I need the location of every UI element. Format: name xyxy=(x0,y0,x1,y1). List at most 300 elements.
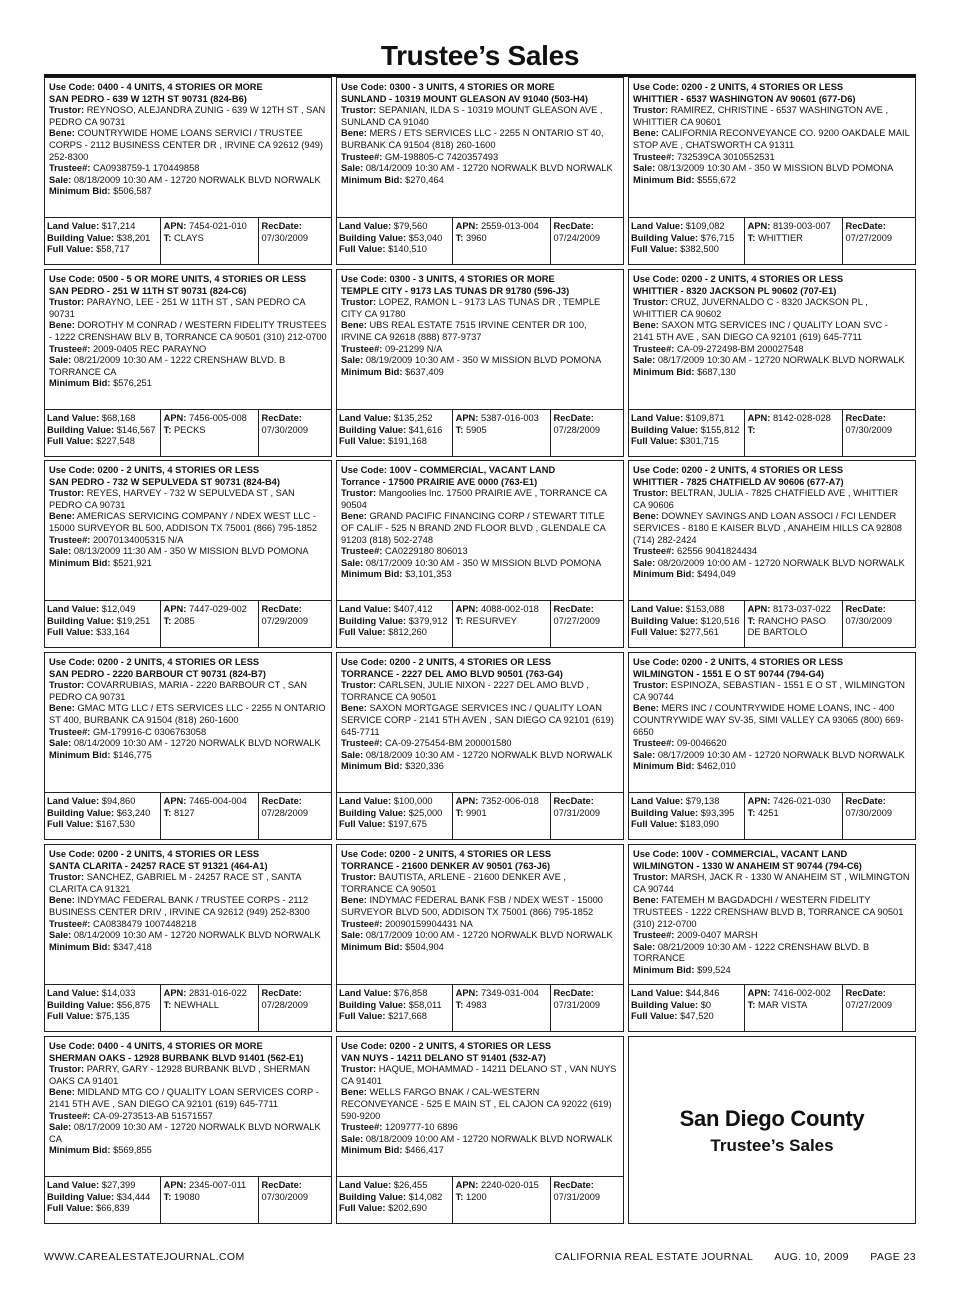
listing-card xyxy=(336,844,624,1032)
land-value xyxy=(631,604,741,616)
building-value-value: $120,516 xyxy=(700,615,740,626)
apn-label: APN: xyxy=(163,221,187,231)
rec-date xyxy=(846,604,913,627)
beneficiary-value: GRAND PACIFIC FINANCING CORP / STEWART TITLE OF CALIF - 525 N BRAND 2ND FLOOR BLVD , GLENDALE CA 91203 (818) 502-2748 xyxy=(341,511,606,545)
tract xyxy=(748,233,839,245)
beneficiary-value: GMAC MTG LLC / ETS SERVICES LLC - 2255 N ONTARIO ST 400, BURBANK CA 91504 (818) 260-1600 xyxy=(49,703,326,725)
minimum-bid-label: Minimum Bid: xyxy=(49,941,111,952)
trustor xyxy=(341,488,619,511)
apn-value: 7426-021-030 xyxy=(772,796,831,806)
recdate-cell xyxy=(551,793,624,840)
listing-card xyxy=(336,460,624,648)
apn-cell xyxy=(745,601,843,648)
land-value xyxy=(339,604,449,616)
sale-info-label: Sale: xyxy=(49,355,72,366)
tract-value: RESURVEY xyxy=(465,615,517,626)
values-cell xyxy=(336,793,453,840)
rec-date-value: 07/28/2009 xyxy=(261,807,309,818)
trustor-label: Trustor: xyxy=(49,297,85,308)
listing-card xyxy=(336,652,624,840)
listing-card xyxy=(44,269,332,457)
land-value xyxy=(47,221,157,233)
trustee-number xyxy=(341,546,619,558)
beneficiary-label: Bene: xyxy=(633,128,659,139)
tract-label: T: xyxy=(747,807,756,818)
building-value xyxy=(47,1192,157,1204)
values-cell xyxy=(628,410,745,457)
apn-value: 8173-037-022 xyxy=(772,604,831,614)
trustor xyxy=(341,680,619,703)
values-cell xyxy=(628,793,745,840)
trustor-value: COVARRUBIAS, MARIA - 2220 BARBOUR CT , SAN PEDRO CA 90731 xyxy=(49,680,307,702)
apn xyxy=(456,1180,547,1192)
sale-info-label: Sale: xyxy=(341,749,364,760)
sale-info xyxy=(633,355,911,367)
tract-label: T: xyxy=(455,1191,464,1202)
values-cell xyxy=(336,1177,453,1224)
full-value-label: Full Value: xyxy=(47,1203,94,1214)
trustor-label: Trustor: xyxy=(341,872,377,883)
trustor-value: LOPEZ, RAMON L - 9173 LAS TUNAS DR , TEMPLE CITY CA 91780 xyxy=(341,297,601,319)
building-value xyxy=(47,1000,157,1012)
minimum-bid-label: Minimum Bid: xyxy=(341,1145,403,1156)
apn xyxy=(164,988,255,1000)
apn-value: 8139-003-007 xyxy=(772,221,831,231)
trustor xyxy=(49,872,327,895)
land-value-value: $68,168 xyxy=(101,413,136,423)
sale-info-value: 08/19/2009 10:30 AM - 350 W MISSION BLVD POMONA xyxy=(365,355,602,366)
tract-value: CLAYS xyxy=(173,232,204,243)
valuation-table xyxy=(336,984,624,1032)
sale-info xyxy=(341,750,619,762)
rec-date-label: RecDate: xyxy=(845,604,886,614)
apn-value: 5387-016-003 xyxy=(480,413,539,423)
full-value-value: $58,717 xyxy=(96,244,130,255)
use-code: Use Code: 0200 - 2 UNITS, 4 STORIES OR LESS xyxy=(633,274,844,284)
rec-date-value: 07/30/2009 xyxy=(845,807,893,818)
property-address: SUNLAND - 10319 MOUNT GLEASON AV 91040 (503-H4) xyxy=(341,93,588,104)
sale-info-value: 08/18/2009 10:30 AM - 12720 NORWALK BLVD NORWALK xyxy=(73,174,321,185)
trustor-value: ESPINOZA, SEBASTIAN - 1551 E O ST , WILMINGTON CA 90744 xyxy=(633,680,905,702)
land-value-value: $407,412 xyxy=(393,604,433,614)
rec-date-value: 07/30/2009 xyxy=(261,232,309,243)
footer-website[interactable]: WWW.CAREALESTATEJOURNAL.COM xyxy=(44,1251,245,1263)
full-value-value: $812,260 xyxy=(388,627,427,638)
building-value-value: $93,395 xyxy=(700,807,735,818)
trustor xyxy=(49,680,327,703)
rec-date-label: RecDate: xyxy=(261,1180,302,1190)
tract-value: 9901 xyxy=(465,807,487,818)
property-address: SAN PEDRO - 2220 BARBOUR CT 90731 (824-B7) xyxy=(49,668,266,679)
full-value xyxy=(339,1011,449,1023)
rec-date-value: 07/31/2009 xyxy=(553,1191,601,1202)
recdate-cell xyxy=(259,793,332,840)
minimum-bid xyxy=(633,175,911,187)
use-code: Use Code: 0200 - 2 UNITS, 4 STORIES OR LESS xyxy=(341,1041,552,1051)
tract-value: RANCHO PASO DE BARTOLO xyxy=(747,615,826,638)
full-value-value: $382,500 xyxy=(680,244,719,255)
trustee-number-label: Trustee#: xyxy=(341,738,383,749)
beneficiary xyxy=(633,703,911,738)
rec-date-value: 07/30/2009 xyxy=(845,615,893,626)
apn-label: APN: xyxy=(747,413,771,423)
values-cell xyxy=(44,601,161,648)
full-value-value: $33,164 xyxy=(96,627,130,638)
listing-card xyxy=(336,77,624,265)
listing-details xyxy=(629,845,915,977)
property-address: SAN PEDRO - 639 W 12TH ST 90731 (824-B6) xyxy=(49,93,247,104)
use-code: Use Code: 0500 - 5 OR MORE UNITS, 4 STORIES OR LESS xyxy=(49,274,307,284)
building-value-label: Building Value: xyxy=(47,424,115,435)
beneficiary-label: Bene: xyxy=(633,703,659,714)
listing-details xyxy=(337,1037,623,1157)
listing-details xyxy=(45,1037,331,1157)
building-value xyxy=(339,616,449,628)
rec-date-value: 07/30/2009 xyxy=(261,1191,309,1202)
full-value-label: Full Value: xyxy=(631,819,678,830)
listing-details xyxy=(45,78,331,198)
apn-cell xyxy=(453,1177,551,1224)
apn-cell xyxy=(161,601,259,648)
trustee-number-label: Trustee#: xyxy=(633,546,675,557)
tract-label: T: xyxy=(747,232,756,243)
sale-info-value: 08/17/2009 10:30 AM - 350 W MISSION BLVD POMONA xyxy=(365,557,602,568)
full-value-value: $227,548 xyxy=(96,436,135,447)
minimum-bid xyxy=(49,378,327,390)
trustee-number-label: Trustee#: xyxy=(341,1122,383,1133)
use-code: Use Code: 0200 - 2 UNITS, 4 STORIES OR LESS xyxy=(49,465,260,475)
trustor-label: Trustor: xyxy=(633,680,669,691)
recdate-cell xyxy=(843,793,916,840)
beneficiary-value: MERS INC / COUNTRYWIDE HOME LOANS, INC - 400 COUNTRYWIDE WAY SV-35, SIMI VALLEY CA 93065 (800) 669-6650 xyxy=(633,703,904,737)
apn xyxy=(164,413,255,425)
tract xyxy=(164,616,255,628)
building-value-value: $76,715 xyxy=(700,232,735,243)
tract xyxy=(748,616,839,639)
valuation-table xyxy=(336,1176,624,1224)
land-value-value: $109,871 xyxy=(685,413,725,423)
minimum-bid-label: Minimum Bid: xyxy=(341,366,403,377)
trustee-number xyxy=(341,919,619,931)
apn-label: APN: xyxy=(163,988,187,998)
footer-info xyxy=(537,1250,916,1264)
trustee-number xyxy=(633,738,911,750)
sale-info xyxy=(633,750,911,762)
trustee-number-value: CA0229180 806013 xyxy=(384,546,468,557)
use-code: Use Code: 0200 - 2 UNITS, 4 STORIES OR LESS xyxy=(49,849,260,859)
trustee-number-label: Trustee#: xyxy=(341,546,383,557)
rec-date xyxy=(554,796,621,819)
land-value-label: Land Value: xyxy=(631,796,684,806)
trustor-label: Trustor: xyxy=(49,105,85,116)
listing-details xyxy=(337,845,623,953)
values-cell xyxy=(44,410,161,457)
values-cell xyxy=(336,410,453,457)
trustee-number xyxy=(341,152,619,164)
land-value-value: $79,138 xyxy=(685,796,720,806)
trustee-number xyxy=(341,1122,619,1134)
beneficiary-label: Bene: xyxy=(49,703,75,714)
full-value xyxy=(339,436,449,448)
listing-card xyxy=(628,460,916,648)
full-value-label: Full Value: xyxy=(47,244,94,255)
minimum-bid-label: Minimum Bid: xyxy=(341,761,403,772)
full-value-label: Full Value: xyxy=(339,1011,386,1022)
property-address: WHITTIER - 7825 CHATFIELD AV 90606 (677-A7) xyxy=(633,476,844,487)
tract xyxy=(748,1000,839,1012)
minimum-bid-value: $462,010 xyxy=(697,761,736,772)
building-value xyxy=(631,425,741,437)
trustor xyxy=(49,488,327,511)
beneficiary-value: INDYMAC FEDERAL BANK FSB / NDEX WEST - 15000 SURVEYOR BLVD 500, ADDISON TX 75001 (866) 795-1852 xyxy=(341,895,603,917)
trustee-number-label: Trustee#: xyxy=(633,930,675,941)
full-value xyxy=(631,436,741,448)
apn-label: APN: xyxy=(163,1180,187,1190)
recdate-cell xyxy=(259,410,332,457)
valuation-table xyxy=(336,792,624,840)
apn-label: APN: xyxy=(455,604,479,614)
recdate-cell xyxy=(259,601,332,648)
rec-date-label: RecDate: xyxy=(845,413,886,423)
rec-date-value: 07/24/2009 xyxy=(553,232,601,243)
apn-value: 7456-005-008 xyxy=(188,413,247,423)
beneficiary-label: Bene: xyxy=(49,511,75,522)
listing-details xyxy=(629,461,915,581)
beneficiary-label: Bene: xyxy=(341,703,367,714)
listing-card xyxy=(44,844,332,1032)
full-value-label: Full Value: xyxy=(339,627,386,638)
apn-value: 7447-029-002 xyxy=(188,604,247,614)
land-value-value: $135,252 xyxy=(393,413,433,423)
land-value-value: $17,214 xyxy=(101,221,136,231)
building-value-label: Building Value: xyxy=(339,807,407,818)
trustor-label: Trustor: xyxy=(49,1064,85,1075)
trustee-number-label: Trustee#: xyxy=(633,738,675,749)
land-value xyxy=(339,988,449,1000)
apn xyxy=(456,988,547,1000)
minimum-bid-value: $576,251 xyxy=(113,378,152,389)
full-value-label: Full Value: xyxy=(631,244,678,255)
rec-date xyxy=(262,988,329,1011)
land-value xyxy=(47,796,157,808)
land-value xyxy=(631,988,741,1000)
tract-label: T: xyxy=(163,615,172,626)
trustor-value: PARRY, GARY - 12928 BURBANK BLVD , SHERMAN OAKS CA 91401 xyxy=(49,1064,310,1086)
apn-value: 2345-007-011 xyxy=(188,1180,247,1190)
full-value-label: Full Value: xyxy=(631,627,678,638)
listing-card xyxy=(44,1036,332,1224)
apn-value: 2240-020-015 xyxy=(480,1180,539,1190)
minimum-bid-value: $504,904 xyxy=(405,941,444,952)
values-cell xyxy=(628,985,745,1032)
sale-info xyxy=(341,163,619,175)
rec-date-value: 07/28/2009 xyxy=(261,999,309,1010)
trustor xyxy=(633,105,911,128)
beneficiary xyxy=(49,320,327,343)
beneficiary-label: Bene: xyxy=(341,128,367,139)
property-address: WILMINGTON - 1551 E O ST 90744 (794-G4) xyxy=(633,668,824,679)
sale-info-value: 08/14/2009 10:30 AM - 12720 NORWALK BLVD NORWALK xyxy=(365,163,613,174)
apn-value: 8142-028-028 xyxy=(772,413,831,423)
values-cell xyxy=(44,793,161,840)
building-value-label: Building Value: xyxy=(631,424,699,435)
apn-value: 7349-031-004 xyxy=(480,988,539,998)
listing-details xyxy=(45,653,331,761)
trustee-number-value: GM-198805-C 7420357493 xyxy=(384,151,499,162)
apn xyxy=(748,221,839,233)
minimum-bid-value: $569,855 xyxy=(113,1145,152,1156)
beneficiary-value: SAXON MORTGAGE SERVICES INC / QUALITY LOAN SERVICE CORP - 2141 5TH AVEN , SAN DIEGO CA 92101 (619) 645-7711 xyxy=(341,703,614,737)
promo-box xyxy=(628,1036,916,1224)
trustor xyxy=(633,488,911,511)
apn xyxy=(164,604,255,616)
rec-date-value: 07/31/2009 xyxy=(553,999,601,1010)
sale-info xyxy=(341,558,619,570)
valuation-table xyxy=(628,600,916,648)
use-code: Use Code: 0200 - 2 UNITS, 4 STORIES OR LESS xyxy=(633,657,844,667)
building-value-value: $63,240 xyxy=(116,807,151,818)
trustee-number-label: Trustee#: xyxy=(633,343,675,354)
trustee-number xyxy=(49,919,327,931)
property-address: TORRANCE - 21600 DENKER AV 90501 (763-J6) xyxy=(341,860,551,871)
beneficiary xyxy=(341,128,619,151)
full-value-value: $191,168 xyxy=(388,436,427,447)
tract-label: T: xyxy=(163,1191,172,1202)
sale-info-value: 08/21/2009 10:30 AM - 1222 CRENSHAW BLVD. B TORRANCE xyxy=(633,941,870,964)
apn-label: APN: xyxy=(747,221,771,231)
property-address: WHITTIER - 8320 JACKSON PL 90602 (707-E1) xyxy=(633,285,837,296)
minimum-bid-value: $555,672 xyxy=(697,174,736,185)
full-value xyxy=(631,244,741,256)
minimum-bid xyxy=(633,761,911,773)
beneficiary xyxy=(341,1087,619,1122)
apn-cell xyxy=(453,793,551,840)
tract-label: T: xyxy=(455,232,464,243)
land-value xyxy=(47,1180,157,1192)
use-code: Use Code: 0200 - 2 UNITS, 4 STORIES OR LESS xyxy=(49,657,260,667)
tract-label: T: xyxy=(163,999,172,1010)
listing-card xyxy=(336,269,624,457)
building-value-value: $146,567 xyxy=(116,424,156,435)
land-value-label: Land Value: xyxy=(631,604,684,614)
beneficiary xyxy=(49,1087,327,1110)
trustor-value: PARAYNO, LEE - 251 W 11TH ST , SAN PEDRO CA 90731 xyxy=(49,297,306,319)
building-value xyxy=(339,1000,449,1012)
listing-details xyxy=(45,461,331,569)
valuation-table xyxy=(44,1176,332,1224)
listing-details xyxy=(629,270,915,378)
apn-cell xyxy=(161,793,259,840)
land-value-label: Land Value: xyxy=(339,796,392,806)
beneficiary-label: Bene: xyxy=(633,320,659,331)
sale-info-label: Sale: xyxy=(341,1133,364,1144)
tract xyxy=(456,233,547,245)
trustor-value: RAMIREZ, CHRISTINE - 6537 WASHINGTON AVE , WHITTIER CA 90601 xyxy=(633,105,889,127)
trustee-number-value: GM-179916-C 0306763058 xyxy=(92,726,207,737)
apn-label: APN: xyxy=(455,413,479,423)
listing-card xyxy=(336,1036,624,1224)
tract xyxy=(164,233,255,245)
trustee-number-label: Trustee#: xyxy=(49,343,91,354)
building-value xyxy=(339,808,449,820)
trustor xyxy=(49,105,327,128)
building-value-value: $19,251 xyxy=(116,615,151,626)
use-code: Use Code: 0200 - 2 UNITS, 4 STORIES OR LESS xyxy=(633,465,844,475)
land-value xyxy=(631,413,741,425)
apn-label: APN: xyxy=(163,413,187,423)
sale-info-value: 08/17/2009 10:30 AM - 12720 NORWALK BLVD NORWALK CA xyxy=(49,1122,321,1144)
land-value-value: $26,455 xyxy=(393,1180,428,1190)
building-value-value: $14,082 xyxy=(408,1191,443,1202)
land-value xyxy=(339,413,449,425)
land-value-value: $79,560 xyxy=(393,221,428,231)
building-value-label: Building Value: xyxy=(631,615,699,626)
minimum-bid xyxy=(49,558,327,570)
sale-info xyxy=(49,546,327,558)
building-value xyxy=(339,233,449,245)
minimum-bid-label: Minimum Bid: xyxy=(49,186,111,197)
sale-info-label: Sale: xyxy=(633,355,656,366)
trustor-value: MARSH, JACK R - 1330 W ANAHEIM ST , WILMINGTON CA 90744 xyxy=(633,872,910,894)
valuation-table xyxy=(44,217,332,265)
apn-value: 7416-002-002 xyxy=(772,988,831,998)
full-value xyxy=(339,244,449,256)
property-address: WILMINGTON - 1330 W ANAHEIM ST 90744 (794-C6) xyxy=(633,860,862,871)
minimum-bid-label: Minimum Bid: xyxy=(49,557,111,568)
tract-label: T: xyxy=(455,424,464,435)
apn xyxy=(748,988,839,1000)
values-cell xyxy=(628,218,745,265)
property-address: TORRANCE - 2227 DEL AMO BLVD 90501 (763-G4) xyxy=(341,668,563,679)
rec-date-value: 07/31/2009 xyxy=(553,807,601,818)
listing-details xyxy=(629,78,915,186)
trustor-label: Trustor: xyxy=(341,297,377,308)
trustor-label: Trustor: xyxy=(633,297,669,308)
listing-details xyxy=(45,845,331,953)
building-value-label: Building Value: xyxy=(339,999,407,1010)
trustor xyxy=(341,872,619,895)
values-cell xyxy=(44,218,161,265)
tract-value: 4983 xyxy=(465,999,487,1010)
building-value-value: $53,040 xyxy=(408,232,443,243)
rec-date-label: RecDate: xyxy=(553,988,594,998)
beneficiary xyxy=(49,511,327,534)
minimum-bid-value: $494,049 xyxy=(697,569,736,580)
land-value-label: Land Value: xyxy=(339,604,392,614)
sale-info xyxy=(49,738,327,750)
apn-value: 7352-006-018 xyxy=(480,796,539,806)
tract xyxy=(748,808,839,820)
tract-value: PECKS xyxy=(173,424,206,435)
rec-date xyxy=(262,413,329,436)
building-value-value: $379,912 xyxy=(408,615,448,626)
tract-value: 3960 xyxy=(465,232,487,243)
full-value-label: Full Value: xyxy=(339,244,386,255)
minimum-bid-label: Minimum Bid: xyxy=(633,366,695,377)
rec-date-label: RecDate: xyxy=(553,413,594,423)
trustee-number-label: Trustee#: xyxy=(49,726,91,737)
listing-details xyxy=(629,653,915,773)
full-value-value: $301,715 xyxy=(680,436,719,447)
listing-details xyxy=(337,461,623,581)
rec-date-label: RecDate: xyxy=(553,796,594,806)
trustee-number-value: 62556 9041824434 xyxy=(676,546,758,557)
minimum-bid xyxy=(341,569,619,581)
minimum-bid xyxy=(49,942,327,954)
rec-date xyxy=(846,413,913,436)
full-value xyxy=(631,819,741,831)
land-value-value: $44,846 xyxy=(685,988,720,998)
